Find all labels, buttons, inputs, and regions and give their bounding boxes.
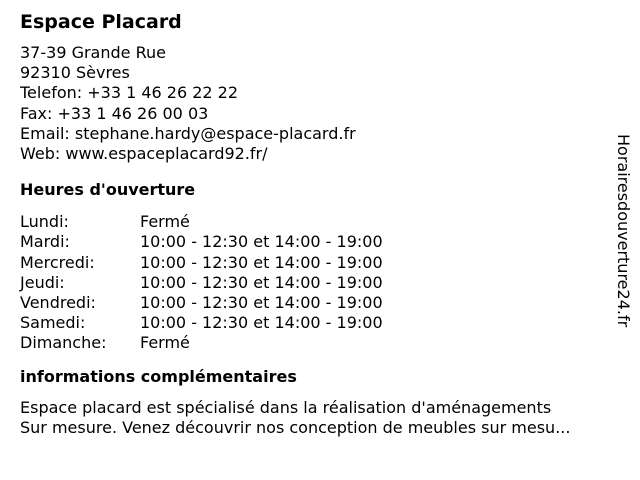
hours-row-friday <box>20 293 610 313</box>
business-name: Espace Placard <box>20 11 182 33</box>
street-address: 37-39 Grande Rue <box>20 43 166 62</box>
day-hours: 10:00 - 12:30 et 14:00 - 19:00 <box>140 293 383 313</box>
opening-hours-heading: Heures d'ouverture <box>20 180 196 200</box>
hours-row-sunday <box>20 333 610 353</box>
additional-info-text <box>20 398 610 438</box>
day-hours: Fermé <box>140 333 190 353</box>
day-label: Samedi: <box>20 313 86 333</box>
address-block <box>20 43 610 164</box>
hours-row-monday <box>20 212 610 232</box>
day-label: Vendredi: <box>20 293 96 313</box>
website-url: Web: www.espaceplacard92.fr/ <box>20 144 268 164</box>
fax-number: Fax: +33 1 46 26 00 03 <box>20 103 209 123</box>
day-label: Jeudi: <box>20 272 65 292</box>
hours-row-tuesday <box>20 232 610 252</box>
info-line-1: Espace placard est spécialisé dans la réalisation d'aménagements <box>20 397 552 417</box>
day-label: Dimanche: <box>20 333 107 353</box>
day-hours: Fermé <box>140 212 190 232</box>
day-label: Mardi: <box>20 232 70 252</box>
day-hours: 10:00 - 12:30 et 14:00 - 19:00 <box>140 232 383 252</box>
day-label: Lundi: <box>20 212 69 232</box>
info-line-2: Sur mesure. Venez découvrir nos conception de meubles sur mesu... <box>20 417 571 437</box>
business-card <box>20 10 610 438</box>
day-hours: 10:00 - 12:30 et 14:00 - 19:00 <box>140 313 383 333</box>
opening-hours-table <box>20 212 610 353</box>
day-label: Mercredi: <box>20 252 95 272</box>
postal-city: 92310 Sèvres <box>20 63 130 83</box>
day-hours: 10:00 - 12:30 et 14:00 - 19:00 <box>140 252 383 272</box>
email-address: Email: stephane.hardy@espace-placard.fr <box>20 123 356 143</box>
additional-info-heading: informations complémentaires <box>20 366 297 386</box>
site-watermark: Horairesdouverture24.fr <box>614 134 633 328</box>
hours-row-wednesday <box>20 253 610 273</box>
hours-row-thursday <box>20 273 610 293</box>
day-hours: 10:00 - 12:30 et 14:00 - 19:00 <box>140 272 383 292</box>
hours-row-saturday <box>20 313 610 333</box>
phone-number: Telefon: +33 1 46 26 22 22 <box>20 83 239 103</box>
